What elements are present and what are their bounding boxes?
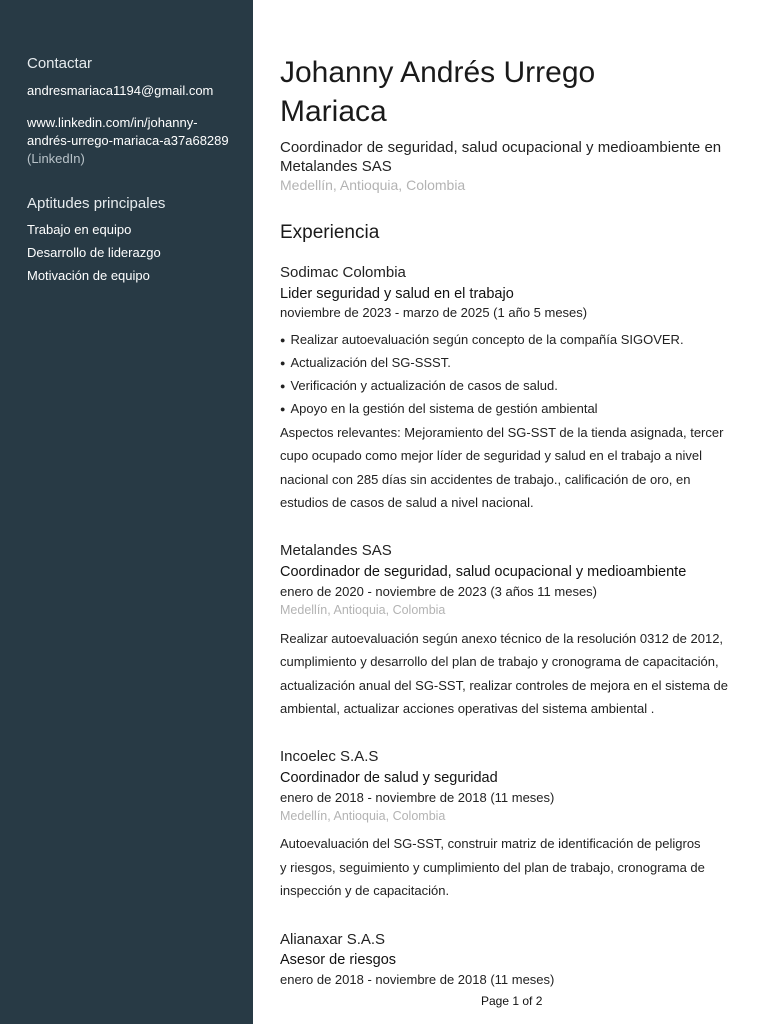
- job-description-line: estudios de casos de salud a nivel nacional.: [280, 495, 534, 510]
- job-description-line: ambiental, actualizar acciones operativas del sistema ambiental .: [280, 701, 655, 716]
- job-role: Coordinador de salud y seguridad: [280, 770, 498, 786]
- job-description-line: actualización anual del SG-SST, realizar controles de mejora en el sistema de: [280, 678, 729, 693]
- headline-line-1: Coordinador de seguridad, salud ocupacional y medioambiente en: [280, 139, 722, 156]
- job-role: Asesor de riesgos: [280, 952, 397, 968]
- job-dates: enero de 2020 - noviembre de 2023 (3 años 11 meses): [280, 584, 598, 599]
- skills-title: Aptitudes principales: [27, 195, 166, 212]
- job-description-line: inspección y de capacitación.: [280, 883, 450, 898]
- profile-location: Medellín, Antioquia, Colombia: [280, 177, 466, 193]
- job-description-line: Autoevaluación del SG-SST, construir matriz de identificación de peligros: [280, 836, 701, 851]
- job-company: Alianaxar S.A.S: [280, 931, 386, 948]
- job-role: Coordinador de seguridad, salud ocupacional y medioambiente: [280, 564, 687, 580]
- job-dates: enero de 2018 - noviembre de 2018 (11 meses): [280, 972, 555, 987]
- headline-line-2: Metalandes SAS: [280, 158, 392, 175]
- skill-item: Motivación de equipo: [27, 268, 150, 283]
- job-company: Metalandes SAS: [280, 542, 392, 559]
- job-dates: enero de 2018 - noviembre de 2018 (11 meses): [280, 790, 555, 805]
- job-bullet: ● Actualización del SG-SSST.: [280, 355, 451, 370]
- job-description-line: cupo ocupado como mejor líder de seguridad y salud en el trabajo a nivel: [280, 448, 703, 463]
- job-bullet: ● Realizar autoevaluación según concepto de la compañía SIGOVER.: [280, 332, 684, 347]
- skill-item: Trabajo en equipo: [27, 222, 132, 237]
- skill-item: Desarrollo de liderazgo: [27, 245, 161, 260]
- job-description-line: Realizar autoevaluación según anexo técnico de la resolución 0312 de 2012,: [280, 631, 724, 646]
- profile-name-line-1: Johanny Andrés Urrego: [280, 56, 596, 89]
- profile-name-line-2: Mariaca: [280, 95, 387, 128]
- contact-title: Contactar: [27, 55, 93, 72]
- linkedin-label: (LinkedIn): [27, 151, 85, 166]
- job-company: Incoelec S.A.S: [280, 748, 379, 765]
- job-location: Medellín, Antioquia, Colombia: [280, 603, 446, 617]
- job-description-line: nacional con 285 días sin accidentes de trabajo., calificación de oro, en: [280, 472, 691, 487]
- linkedin-link-line-1[interactable]: www.linkedin.com/in/johanny-: [27, 115, 198, 130]
- page-number: Page 1 of 2: [481, 994, 543, 1008]
- main-content: [253, 0, 768, 1024]
- job-dates: noviembre de 2023 - marzo de 2025 (1 año 5 meses): [280, 305, 588, 320]
- job-location: Medellín, Antioquia, Colombia: [280, 809, 446, 823]
- linkedin-link-line-2[interactable]: andrés-urrego-mariaca-a37a68289: [27, 133, 229, 148]
- experience-title: Experiencia: [280, 222, 380, 243]
- job-company: Sodimac Colombia: [280, 264, 406, 281]
- sidebar: [0, 0, 253, 1024]
- job-bullet: ● Verificación y actualización de casos de salud.: [280, 378, 558, 393]
- email-link[interactable]: andresmariaca1194@gmail.com: [27, 83, 214, 98]
- job-description-line: y riesgos, seguimiento y cumplimiento del plan de trabajo, cronograma de: [280, 860, 705, 875]
- job-bullet: ● Apoyo en la gestión del sistema de gestión ambiental: [280, 401, 598, 416]
- job-description-line: Aspectos relevantes: Mejoramiento del SG-SST de la tienda asignada, tercer: [280, 425, 724, 440]
- job-role: Lider seguridad y salud en el trabajo: [280, 286, 514, 302]
- job-description-line: cumplimiento y desarrollo del plan de trabajo y cronograma de capacitación,: [280, 654, 719, 669]
